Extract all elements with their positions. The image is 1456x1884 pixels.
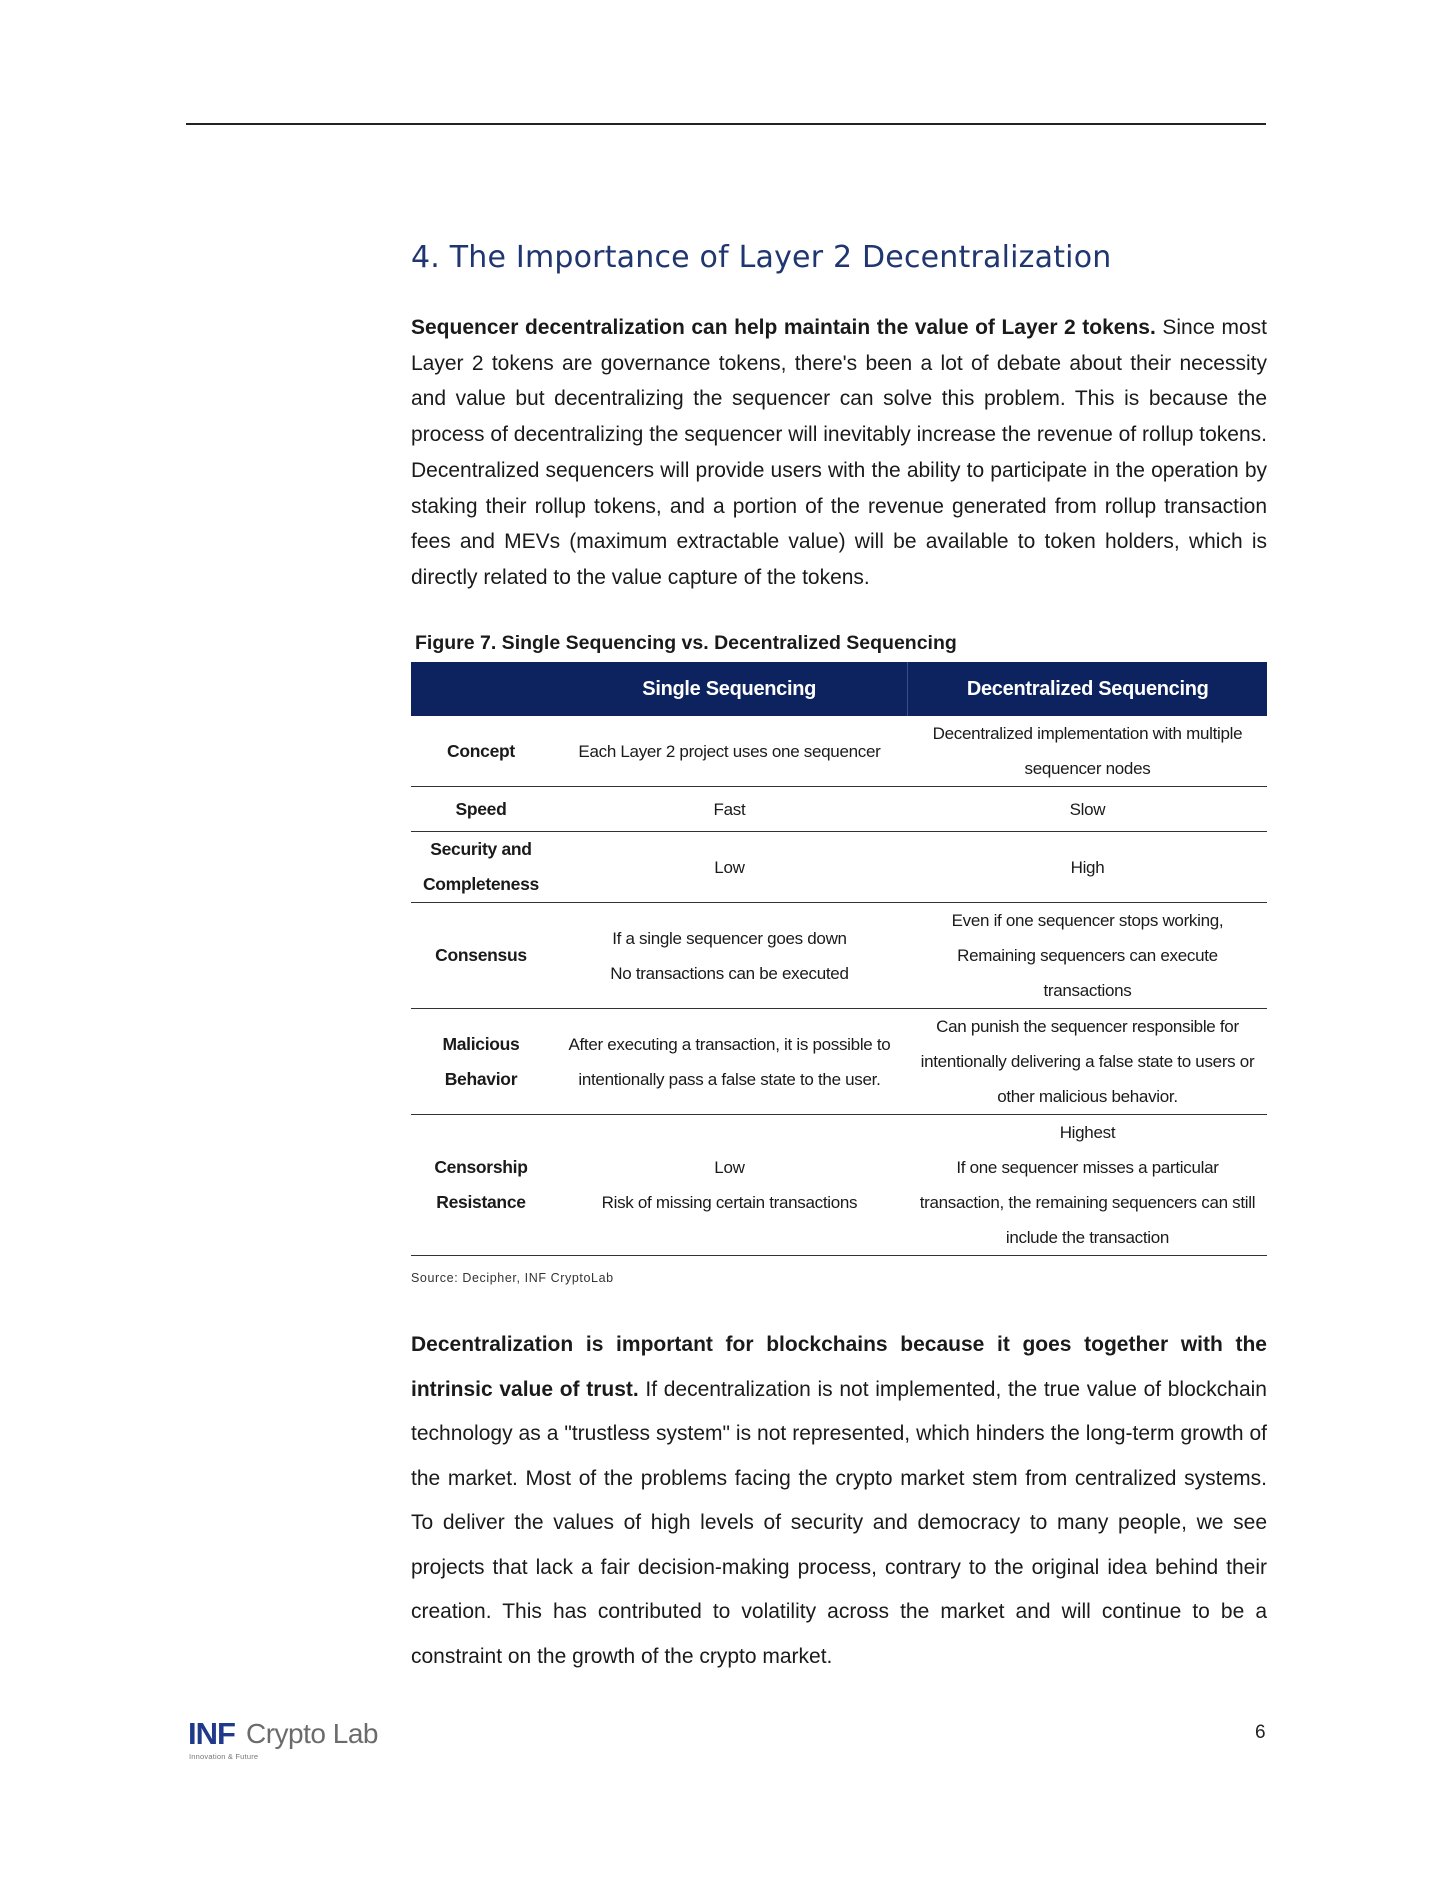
single-cell-line: Fast xyxy=(713,799,746,819)
section-title: 4. The Importance of Layer 2 Decentralization xyxy=(411,240,1112,275)
row-label xyxy=(411,716,551,787)
single-cell-line: intentionally pass a false state to the user. xyxy=(578,1069,881,1089)
decentralized-cell-line: Even if one sequencer stops working, xyxy=(951,911,1224,930)
page-number: 6 xyxy=(1255,1722,1266,1743)
figure-source: Source: Decipher, INF CryptoLab xyxy=(411,1271,614,1285)
row-label-line: Censorship xyxy=(434,1157,528,1177)
comparison-table xyxy=(411,662,1267,1256)
decentralized-cell-line: Can punish the sequencer responsible for xyxy=(936,1017,1239,1036)
paragraph-2-lead: Decentralization is important for blockchains because it goes together with the intrinsic value of trust. xyxy=(411,1333,1267,1401)
decentralized-cell-line: other malicious behavior. xyxy=(997,1087,1178,1106)
table-row xyxy=(411,903,1267,1009)
single-cell-line: If a single sequencer goes down xyxy=(612,928,847,948)
decentralized-cell-line: If one sequencer misses a particular xyxy=(956,1158,1219,1177)
row-label xyxy=(411,832,551,903)
row-label xyxy=(411,1115,551,1256)
paragraph-2-body: If decentralization is not implemented, the true value of blockchain technology as a "trustless system" is not represented, which hinders the long-term growth of the market. Most of the problems facing the crypto market stem from centralized systems. To deliver the values of high levels of security and democracy to many people, we see projects that lack a fair decision-making process, contrary to the original idea behind their creation. This has contributed to volatility across the market and will continue to be a constraint on the growth of the crypto market. xyxy=(411,1377,1267,1668)
decentralized-cell xyxy=(908,787,1267,832)
decentralized-cell-line: Highest xyxy=(1059,1123,1116,1142)
decentralized-cell-line: include the transaction xyxy=(1005,1228,1170,1247)
single-cell-line: After executing a transaction, it is possible to xyxy=(568,1034,891,1054)
row-label-line: Resistance xyxy=(436,1192,526,1212)
logo-name-text: Crypto Lab xyxy=(246,1718,378,1749)
single-cell-line: Risk of missing certain transactions xyxy=(601,1193,858,1212)
table-row xyxy=(411,716,1267,787)
decentralized-cell-line: sequencer nodes xyxy=(1024,759,1151,778)
single-cell xyxy=(551,716,908,787)
row-label-line: Behavior xyxy=(444,1068,518,1089)
table-row xyxy=(411,1115,1267,1256)
row-label-line: Consensus xyxy=(435,945,527,965)
table-body xyxy=(411,716,1267,1256)
figure-caption: Figure 7. Single Sequencing vs. Decentralized Sequencing xyxy=(415,632,957,654)
decentralized-cell-line: Remaining sequencers can execute xyxy=(957,946,1218,965)
decentralized-cell xyxy=(908,716,1267,787)
decentralized-cell-line: Slow xyxy=(1069,799,1106,819)
table-row xyxy=(411,1009,1267,1115)
single-cell xyxy=(551,787,908,832)
logo-inf-text: INF xyxy=(188,1716,235,1751)
paragraph-2 xyxy=(411,1323,1267,1679)
decentralized-cell-line: transactions xyxy=(1043,981,1132,1000)
paragraph-1-lead: Sequencer decentralization can help maintain the value of Layer 2 tokens. xyxy=(411,316,1156,339)
table-header-row xyxy=(411,662,1267,716)
decentralized-cell-line: Decentralized implementation with multiple xyxy=(932,724,1243,743)
decentralized-cell-line: High xyxy=(1070,857,1105,877)
decentralized-cell xyxy=(908,832,1267,903)
single-cell-line: Low xyxy=(714,1158,745,1177)
single-cell xyxy=(551,1009,908,1115)
single-cell xyxy=(551,1115,908,1256)
single-cell-line: Low xyxy=(714,857,745,877)
table-header-decentralized: Decentralized Sequencing xyxy=(908,662,1267,716)
table-header-empty xyxy=(411,662,551,716)
row-label-line: Speed xyxy=(455,798,507,819)
row-label xyxy=(411,903,551,1009)
table-header-single: Single Sequencing xyxy=(551,662,908,716)
row-label-line: Concept xyxy=(447,740,515,761)
single-cell xyxy=(551,832,908,903)
logo-tagline: Innovation & Future xyxy=(189,1752,259,1761)
paragraph-1-body: Since most Layer 2 tokens are governance tokens, there's been a lot of debate about their necessity and value but decentralizing the sequencer can solve this problem. This is because the process of decentralizing the sequencer will inevitably increase the revenue of rollup tokens. Decentralized sequencers will provide users with the ability to participate in the operation by staking their rollup tokens, and a portion of the revenue generated from rollup transaction fees and MEVs (maximum extractable value) will be available to token holders, which is directly related to the value capture of the tokens. xyxy=(411,316,1267,589)
row-label xyxy=(411,787,551,832)
table-row xyxy=(411,832,1267,903)
decentralized-cell xyxy=(908,1009,1267,1115)
single-cell-line: No transactions can be executed xyxy=(610,963,849,983)
single-cell-line: Each Layer 2 project uses one sequencer xyxy=(578,741,881,761)
row-label-line: Completeness xyxy=(422,874,539,894)
single-cell xyxy=(551,903,908,1009)
row-label-line: Malicious xyxy=(442,1033,520,1054)
decentralized-cell-line: transaction, the remaining sequencers can still xyxy=(919,1193,1256,1212)
row-label-line: Security and xyxy=(430,839,532,859)
decentralized-cell xyxy=(908,903,1267,1009)
header-rule xyxy=(186,123,1266,125)
paragraph-1 xyxy=(411,310,1267,596)
table-row xyxy=(411,787,1267,832)
row-label xyxy=(411,1009,551,1115)
decentralized-cell-line: intentionally delivering a false state to users or xyxy=(920,1052,1255,1071)
inf-cryptolab-logo xyxy=(188,1716,388,1766)
decentralized-cell xyxy=(908,1115,1267,1256)
